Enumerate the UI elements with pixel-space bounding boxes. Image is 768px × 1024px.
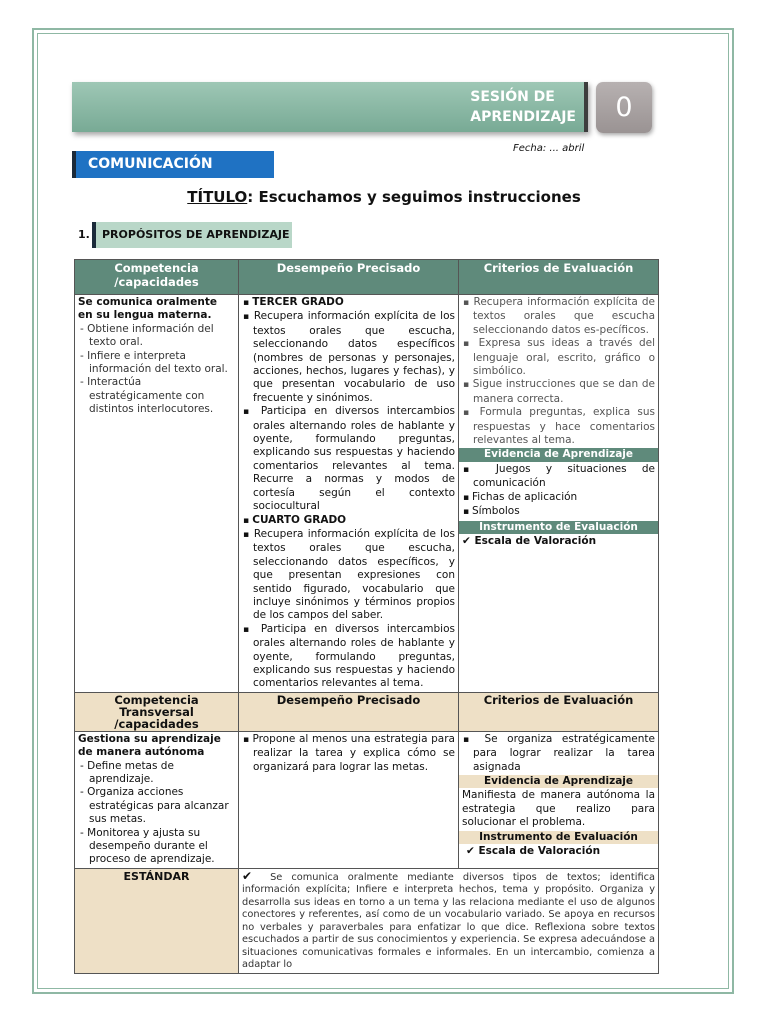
list-item: ▪ Propone al menos una estrategia para realizar la tarea y explica cómo se organizará para lograr las metas. [242, 733, 455, 774]
transversal-criterios-list [462, 733, 655, 774]
table-row [75, 295, 659, 693]
list-item: ▪ Fichas de aplicación [462, 491, 655, 505]
session-title [470, 87, 576, 127]
session-title-line2: APRENDIZAJE [470, 109, 576, 125]
header-desempeno: Desempeño Precisado [239, 260, 459, 295]
table-header-row [75, 260, 659, 295]
standard-cell [239, 868, 659, 973]
grade-4-label: ▪ CUARTO GRADO [242, 514, 455, 528]
list-item: ▪ Participa en diversos intercambios orales alternando roles de hablante y oyente, formulando preguntas, explicando sus respuestas y haciendo comentarios relevantes al tema. [242, 623, 455, 691]
table-header-row-transversal [75, 692, 659, 731]
competencia-cell [75, 295, 239, 693]
transversal-title: Gestiona su aprendizaje de manera autónoma [78, 732, 221, 759]
transversal-criterios-cell [459, 731, 659, 868]
list-item: - Infiere e interpreta información del texto oral. [78, 350, 235, 377]
list-item: ▪ Recupera información explícita de textos orales que escucha seleccionando datos es-pecíficos. [462, 296, 655, 337]
check-icon: ✔ [242, 868, 253, 883]
list-item: ▪ Formula preguntas, explica sus respuestas y hace comentarios relevantes al tema. [462, 406, 655, 447]
transversal-instrumento-heading: Instrumento de Evaluación [459, 831, 658, 844]
list-item: ▪ Participa en diversos intercambios orales alternando roles de hablante y oyente, formulando preguntas, explicando sus respuestas y haciendo comentarios relevantes al tema. Recurre a normas y modos de cortesía según el contexto sociocultural [242, 405, 455, 513]
grade-3-label: ▪ TERCER GRADO [242, 296, 455, 310]
session-header-banner [72, 82, 588, 132]
list-item: ▪ Recupera información explícita de los textos orales que escucha, seleccionando datos específicos, y que presentan expresiones con sentido figurado, vocabulario que incluye sinónimos y términos propios de los campos del saber. [242, 528, 455, 623]
list-item: - Interactúa estratégicamente con distintos interlocutores. [78, 376, 235, 416]
transversal-instrumento-value: ✔ Escala de Valoración [462, 845, 655, 858]
criterios-cell [459, 295, 659, 693]
list-item: ▪ Expresa sus ideas a través del lenguaje oral, escrito, gráfico o simbólico. [462, 337, 655, 378]
transversal-evidencia-text: Manifiesta de manera autónoma la estrategia que realizo para solucionar el problema. [462, 789, 655, 829]
competencia-title: Se comunica oralmente en su lengua materna. [78, 296, 217, 322]
transversal-capacidades-list [78, 760, 235, 867]
header-criterios: Criterios de Evaluación [459, 260, 659, 295]
date-text: Fecha: ... abril [513, 143, 585, 154]
session-title-line1: SESIÓN DE [470, 89, 555, 105]
table-row [75, 731, 659, 868]
list-item: ▪ Sigue instrucciones que se dan de manera correcta. [462, 378, 655, 406]
area-label: COMUNICACIÓN [72, 151, 274, 178]
list-item: - Define metas de aprendizaje. [78, 760, 235, 787]
desempeno-list [242, 296, 455, 691]
title-label: TÍTULO [187, 188, 248, 206]
learning-purposes-table [74, 259, 659, 974]
list-item: - Organiza acciones estratégicas para alcanzar sus metas. [78, 786, 235, 826]
transversal-evidencia-heading: Evidencia de Aprendizaje [459, 775, 658, 788]
criterios-list [462, 296, 655, 447]
header-desempeno-transversal: Desempeño Precisado [239, 692, 459, 731]
list-item: - Obtiene información del texto oral. [78, 323, 235, 350]
list-item: ▪ Símbolos [462, 505, 655, 519]
header-competencia-transversal: Competencia Transversal /capacidades [75, 692, 239, 731]
section-number: 1. [78, 228, 90, 241]
standard-text: Se comunica oralmente mediante diversos tipos de textos; identifica información explícita; Infiere e interpreta hechos, tema y propósito. Organiza y desarrolla sus ideas en torno a un tema y las relaciona mediante el uso de algunos conectores y referentes, así como de un vocabulario variado. Se apoya en recursos no verbales y paraverbales para enfatizar lo que dice. Reflexiona sobre textos escuchados a partir de sus conocimientos y experiencia. Se expresa adecuándose a situaciones comunicativas formales e informales. En un intercambio, comienza a adaptar lo [242, 871, 656, 971]
page-title [0, 188, 768, 206]
title-text: : Escuchamos y seguimos instrucciones [247, 188, 581, 206]
capacidades-list [78, 323, 235, 417]
list-item: ▪ Recupera información explícita de los textos orales que escucha, seleccionando datos específicos (nombres de personas y personajes, acciones, hechos, lugares y fechas), y que presentan vocabulario de uso frecuente y sinónimos. [242, 310, 455, 405]
evidencia-heading: Evidencia de Aprendizaje [459, 448, 658, 461]
section-heading: PROPÓSITOS DE APRENDIZAJE [92, 222, 292, 248]
transversal-desempeno-list [242, 733, 455, 774]
list-item: ▪ Juegos y situaciones de comunicación [462, 463, 655, 491]
instrumento-heading: Instrumento de Evaluación [459, 521, 658, 534]
transversal-competencia-cell [75, 731, 239, 868]
list-item: - Monitorea y ajusta su desempeño durante el proceso de aprendizaje. [78, 827, 235, 867]
session-number-badge: 0 [596, 82, 652, 133]
header-criterios-transversal: Criterios de Evaluación [459, 692, 659, 731]
instrumento-value: ✔ Escala de Valoración [462, 535, 655, 548]
list-item: ▪ Se organiza estratégicamente para lograr realizar la tarea asignada [462, 733, 655, 774]
standard-label: ESTÁNDAR [75, 868, 239, 973]
standard-row [75, 868, 659, 973]
desempeno-cell [239, 295, 459, 693]
transversal-desempeno-cell [239, 731, 459, 868]
evidencias-list [462, 463, 655, 520]
header-competencia: Competencia /capacidades [75, 260, 239, 295]
